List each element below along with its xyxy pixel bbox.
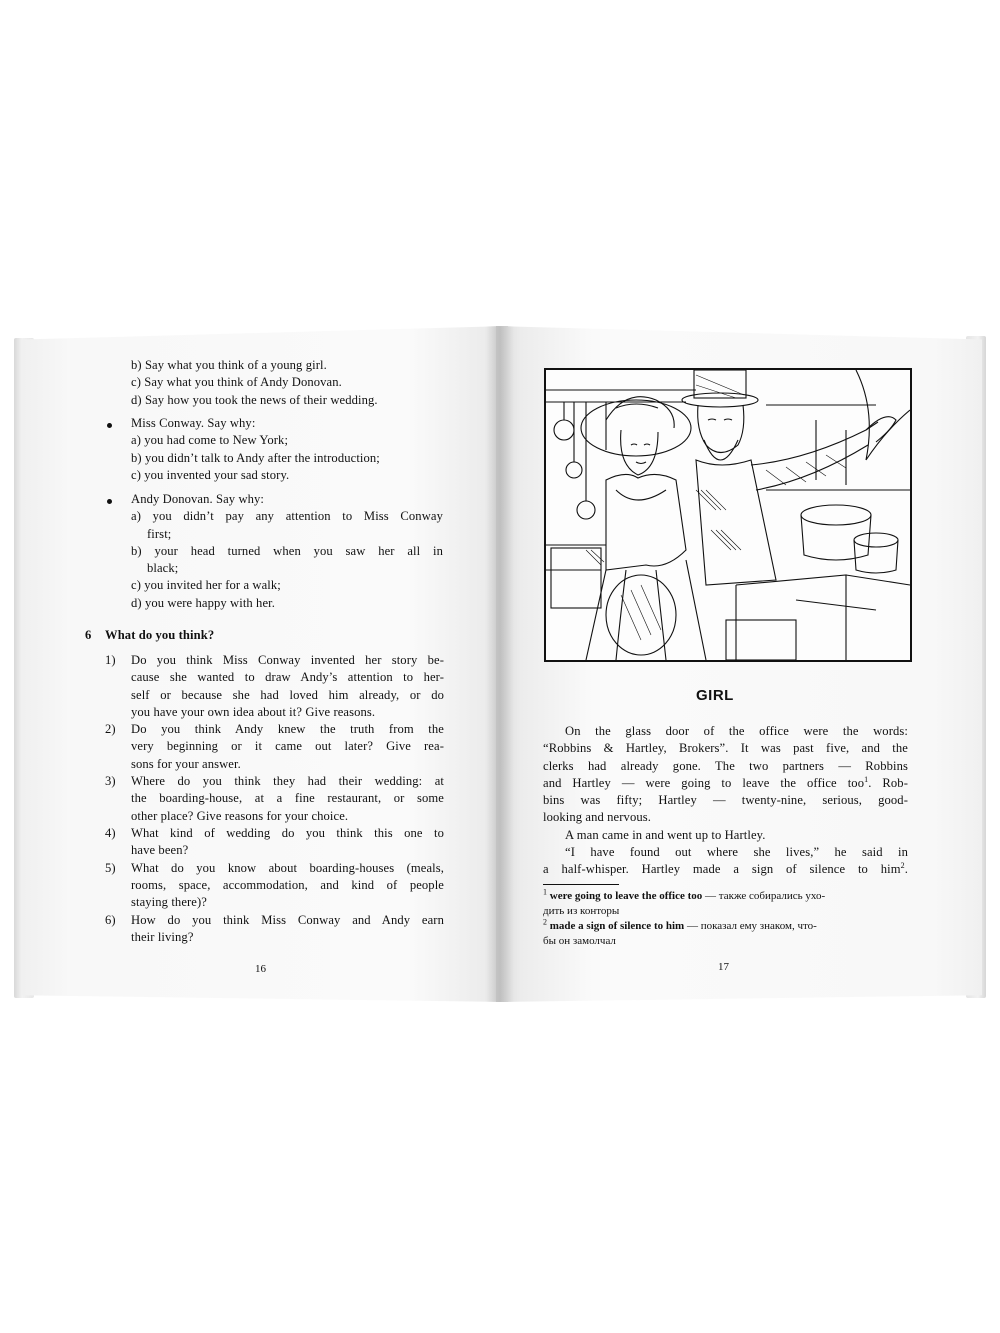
list-item: b) you didn’t talk to Andy after the introduction;	[131, 450, 380, 465]
bullet-icon	[107, 499, 112, 504]
question-text	[131, 860, 444, 912]
story-heading: GIRL	[696, 687, 734, 704]
list-item: b) your head turned when you saw her all in	[131, 543, 443, 558]
question-line: their living?	[131, 929, 194, 944]
question-number: 5)	[105, 860, 116, 875]
question-line: What do you know about boarding-houses (meals,	[131, 860, 444, 875]
text-line: “I have found out where she lives,” he said in	[565, 845, 908, 860]
text-segment: and Hartley — were going to leave the office too	[543, 775, 865, 790]
bullet-icon	[107, 423, 112, 428]
question-text	[131, 912, 444, 947]
question-text	[131, 825, 444, 860]
text-segment: a half-whisper. Hartley made a sign of silence to him	[543, 862, 901, 877]
list-item-cont: first;	[147, 526, 172, 541]
question-line: very beginning or it came out later? Give rea-	[131, 739, 444, 754]
text-line: bins was fifty; Hartley — twenty-nine, serious, good-	[543, 793, 908, 808]
list-item: a) you didn’t pay any attention to Miss Conway	[131, 509, 443, 524]
andy-donovan-block	[131, 491, 443, 612]
list-item: d) Say how you took the news of their wedding.	[131, 392, 378, 407]
question-number: 1)	[105, 653, 116, 667]
page-number-right: 17	[718, 961, 729, 973]
footnote-1-cont: дить из конторы	[543, 905, 620, 917]
question-line: have been?	[131, 843, 189, 858]
question-text	[131, 721, 444, 773]
question-line: you have your own idea about it? Give reasons.	[131, 704, 376, 719]
question-line: sons for your answer.	[131, 756, 241, 771]
question-line: the boarding-house, at a fine restaurant, or some	[131, 791, 444, 806]
text-line-with-footnote	[543, 775, 908, 792]
question-line: cause she wanted to draw Andy’s attention to her-	[131, 670, 444, 685]
story-paragraph	[543, 723, 908, 879]
footnote-mark: 1	[864, 774, 869, 784]
list-item: a) you had come to New York;	[131, 433, 289, 448]
footnote-1: $^1$ were going to leave the office too — также собирались ухо-	[543, 887, 826, 902]
list-item: b) Say what you think of a young girl.	[131, 358, 327, 372]
list-item: d) you were happy with her.	[131, 595, 275, 610]
text-line-with-footnote: a half-whisper. Hartley made a sign of silence to him$^2$.	[543, 861, 908, 877]
list-item-cont: black;	[147, 561, 179, 576]
page-number-left: 16	[255, 963, 266, 975]
list-item: c) Say what you think of Andy Donovan.	[131, 375, 342, 390]
question-line: What kind of wedding do you think this one to	[131, 826, 444, 840]
list-item: c) you invited her for a walk;	[131, 578, 281, 593]
question-number: 2)	[105, 722, 116, 737]
footnotes	[543, 889, 909, 949]
question-line: Do you think Andy knew the truth from the	[131, 722, 444, 737]
footnote-2-cont: бы он замолчал	[543, 935, 616, 947]
question-number: 6)	[105, 912, 116, 927]
section-number: 6	[85, 628, 92, 642]
footnote-2: $^2$ made a sign of silence to him — показал ему знаком, что-	[543, 917, 817, 932]
footnote-rule	[543, 884, 619, 885]
question-line: other place? Give reasons for your choice.	[131, 808, 349, 823]
question-line: How do you think Miss Conway and Andy earn	[131, 912, 444, 927]
question-line: staying there)?	[131, 895, 207, 910]
illustration-drawing	[546, 370, 910, 660]
miss-conway-block	[131, 415, 443, 484]
question-text	[131, 652, 444, 721]
text-line: “Robbins & Hartley, Brokers”. It was past five, and the	[543, 741, 908, 756]
question-line: Do you think Miss Conway invented her story be-	[131, 653, 444, 667]
text-line: A man came in and went up to Hartley.	[565, 827, 766, 842]
question-text	[131, 773, 444, 825]
section-title: What do you think?	[105, 628, 215, 642]
question-line: rooms, space, accommodation, and kind of people	[131, 877, 444, 892]
block-title: Andy Donovan. Say why:	[131, 492, 265, 506]
question-number: 4)	[105, 826, 116, 840]
footnote-mark: 2	[900, 861, 905, 871]
question-line: Where do you think they had their wedding: at	[131, 774, 444, 789]
list-item: c) you invented your sad story.	[131, 467, 290, 482]
story-illustration	[544, 368, 912, 662]
question-number: 3)	[105, 774, 116, 789]
text-line: On the glass door of the office were the words:	[565, 724, 908, 738]
text-line: clerks had already gone. The two partners — Robbins	[543, 758, 908, 773]
text-line: looking and nervous.	[543, 810, 651, 825]
question-line: self or because she had loved him already, or do	[131, 687, 444, 702]
text-segment: . Rob-	[868, 775, 908, 790]
left-top-list	[131, 357, 378, 409]
block-title: Miss Conway. Say why:	[131, 416, 256, 430]
